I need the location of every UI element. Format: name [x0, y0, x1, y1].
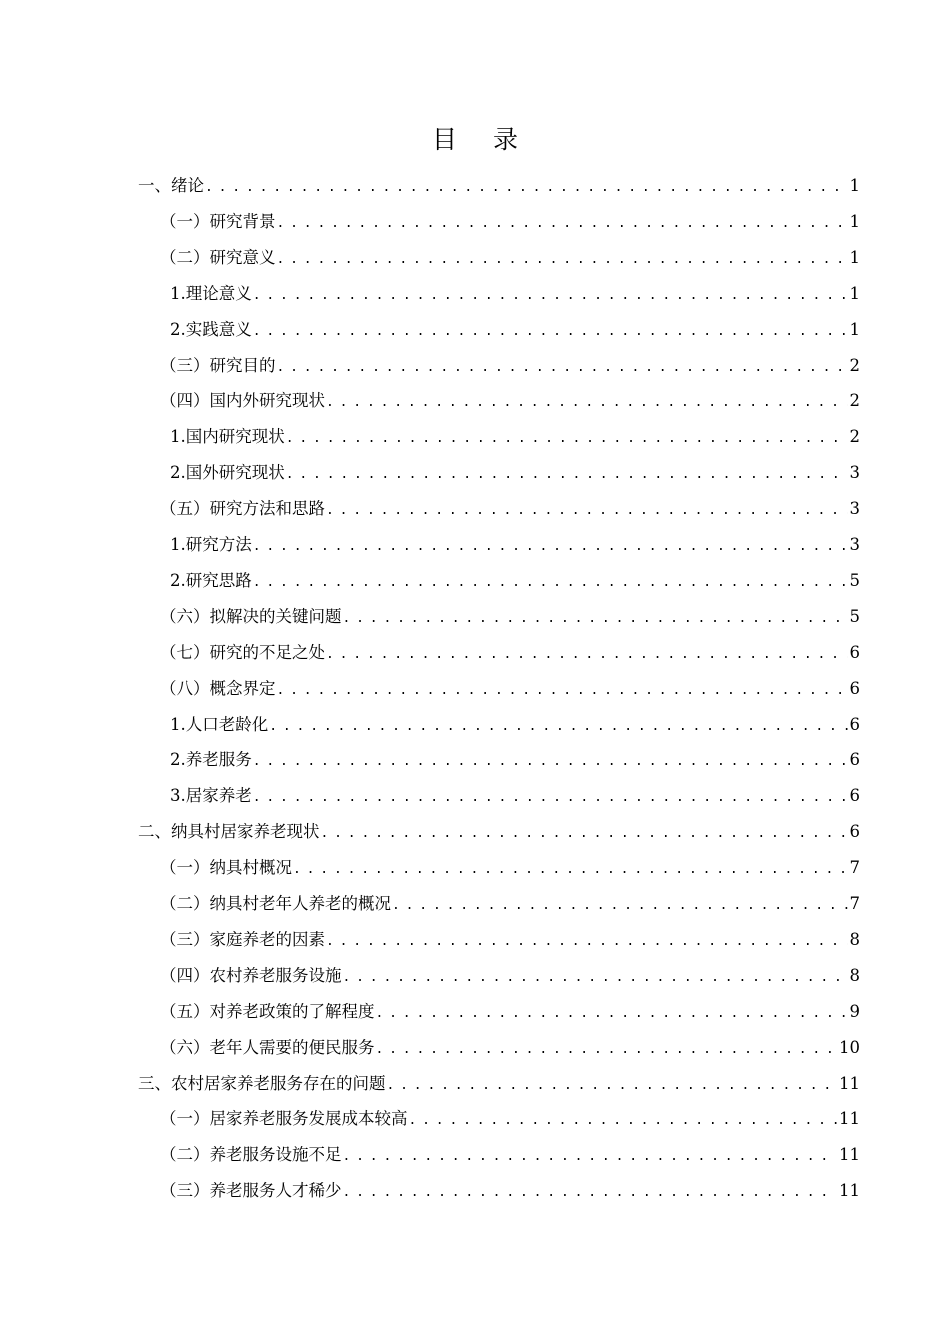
toc-entry[interactable]	[160, 1173, 860, 1209]
dot-leader	[286, 421, 848, 457]
toc-entry-page-number: 11	[839, 1145, 860, 1165]
dot-leader	[253, 744, 848, 780]
toc-entry-label: 1.研究方法	[170, 535, 252, 554]
toc-entry-page-number: 11	[839, 1073, 860, 1093]
toc-entry-label: （三）研究目的	[160, 355, 276, 375]
toc-entry[interactable]	[160, 240, 860, 276]
toc-entry[interactable]	[170, 312, 860, 348]
toc-entry[interactable]	[160, 491, 860, 527]
toc-entry-label: （二）养老服务设施不足	[160, 1145, 342, 1165]
toc-entry[interactable]	[138, 814, 860, 850]
toc-entry-label: （一）研究背景	[160, 211, 276, 231]
toc-entry[interactable]	[160, 1030, 860, 1066]
toc-entry[interactable]	[160, 599, 860, 635]
toc-entry-page-number: 6	[849, 822, 860, 842]
toc-entry-page-number: 1	[849, 176, 860, 195]
toc-entry-label: （六）拟解决的关键问题	[160, 606, 342, 626]
dot-leader	[392, 888, 848, 924]
toc-entry[interactable]	[160, 850, 860, 886]
toc-entry-label: 三、农村居家养老服务存在的问题	[138, 1073, 386, 1093]
page-title: 目 录	[432, 125, 532, 154]
toc-entry-label: 一、绪论	[138, 176, 204, 195]
dot-leader	[253, 529, 848, 565]
toc-entry[interactable]	[160, 886, 860, 922]
dot-leader	[343, 601, 848, 637]
toc-entry[interactable]	[160, 635, 860, 671]
toc-entry-page-number: 3	[849, 499, 860, 519]
toc-entry-page-number: 6	[849, 714, 860, 734]
toc-entry-page-number: 6	[849, 786, 860, 806]
toc-entry-page-number: 1	[849, 211, 860, 231]
toc-entry-page-number: 7	[849, 894, 860, 913]
toc-entry-label: （八）概念界定	[160, 678, 276, 698]
toc-entry-label: （五）研究方法和思路	[160, 499, 325, 519]
toc-entry-label: 2.养老服务	[170, 750, 252, 770]
toc-entry[interactable]	[170, 419, 860, 455]
toc-entry[interactable]	[138, 168, 860, 204]
toc-entry-page-number: 6	[849, 678, 860, 698]
toc-entry-page-number: 8	[849, 929, 860, 949]
toc-entry[interactable]	[160, 994, 860, 1030]
toc-entry-label: 2.研究思路	[170, 570, 252, 590]
toc-entry[interactable]	[138, 1066, 860, 1102]
toc-entry-label: 3.居家养老	[170, 786, 252, 806]
toc-entry-label: （一）纳具村概况	[160, 858, 292, 878]
dot-leader	[343, 960, 848, 996]
dot-leader	[343, 1175, 838, 1211]
toc-entry[interactable]	[170, 527, 860, 563]
toc-entry-label: （三）养老服务人才稀少	[160, 1181, 342, 1201]
toc-entry-page-number: 6	[849, 750, 860, 770]
toc-entry[interactable]	[170, 455, 860, 491]
dot-leader	[326, 924, 848, 960]
toc-entry-page-number: 3	[849, 463, 860, 483]
dot-leader	[343, 1139, 838, 1175]
toc-entry-label: （二）研究意义	[160, 247, 276, 267]
toc-entry-page-number: 10	[839, 1037, 860, 1057]
dot-leader	[376, 1032, 838, 1068]
dot-leader	[321, 816, 848, 852]
dot-leader	[277, 242, 848, 278]
toc-entry-page-number: 5	[849, 606, 860, 626]
toc-entry-label: （六）老年人需要的便民服务	[160, 1037, 375, 1057]
toc-entry[interactable]	[170, 707, 860, 743]
toc-entry[interactable]	[160, 1137, 860, 1173]
dot-leader	[286, 457, 848, 493]
toc-entry-page-number: 2	[849, 355, 860, 375]
toc-entry-label: 1.国内研究现状	[170, 427, 285, 447]
toc-entry[interactable]	[170, 276, 860, 312]
toc-entry[interactable]	[160, 922, 860, 958]
toc-entry-label: （五）对养老政策的了解程度	[160, 1001, 375, 1021]
dot-leader	[253, 565, 848, 601]
dot-leader	[326, 385, 848, 421]
toc-entry-label: 1.理论意义	[170, 283, 252, 303]
dot-leader	[293, 852, 848, 888]
dot-leader	[205, 170, 848, 206]
toc-entry[interactable]	[170, 563, 860, 599]
toc-entry-label: 二、纳具村居家养老现状	[138, 822, 320, 842]
dot-leader	[387, 1068, 838, 1104]
toc-entry[interactable]	[160, 348, 860, 384]
dot-leader	[277, 350, 848, 386]
toc-entry-page-number: 2	[849, 427, 860, 447]
toc-entry-page-number: 1	[849, 319, 860, 339]
toc-entry-label: （七）研究的不足之处	[160, 642, 325, 662]
toc-entry-label: 2.国外研究现状	[170, 463, 285, 483]
toc-entry-label: 1.人口老龄化	[170, 714, 269, 734]
toc-entry[interactable]	[160, 958, 860, 994]
toc-entry-label: 2.实践意义	[170, 319, 252, 339]
toc-entry-label: （四）国内外研究现状	[160, 391, 325, 411]
toc-entry-page-number: 8	[849, 965, 860, 985]
toc-entry-label: （二）纳具村老年人养老的概况	[160, 894, 391, 913]
toc-entry-label: （三）家庭养老的因素	[160, 929, 325, 949]
dot-leader	[326, 637, 848, 673]
toc-entry-page-number: 6	[849, 642, 860, 662]
toc-entry-page-number: 11	[839, 1181, 860, 1201]
toc-entry-page-number: 9	[849, 1001, 860, 1021]
dot-leader	[376, 996, 848, 1032]
toc-entry-page-number: 11	[839, 1109, 860, 1129]
dot-leader	[269, 709, 847, 745]
toc-entry-page-number: 2	[849, 391, 860, 411]
toc-entry-label: （一）居家养老服务发展成本较高	[160, 1109, 408, 1129]
toc-entry-label: （四）农村养老服务设施	[160, 965, 342, 985]
toc-entry-page-number: 5	[849, 570, 860, 590]
dot-leader	[326, 493, 848, 529]
dot-leader	[409, 1103, 838, 1139]
toc-entry-page-number: 7	[849, 858, 860, 878]
toc-entry[interactable]	[160, 671, 860, 707]
toc-entry[interactable]	[160, 1101, 860, 1137]
toc-entry[interactable]	[170, 778, 860, 814]
dot-leader	[253, 278, 848, 314]
toc-entry[interactable]	[160, 383, 860, 419]
dot-leader	[277, 206, 848, 242]
toc-entry-page-number: 1	[849, 247, 860, 267]
dot-leader	[277, 673, 848, 709]
toc-entry-page-number: 1	[849, 283, 860, 303]
toc-entry[interactable]	[170, 742, 860, 778]
dot-leader	[253, 780, 848, 816]
toc-entry[interactable]	[160, 204, 860, 240]
toc-entry-page-number: 3	[849, 535, 860, 554]
dot-leader	[253, 314, 848, 350]
